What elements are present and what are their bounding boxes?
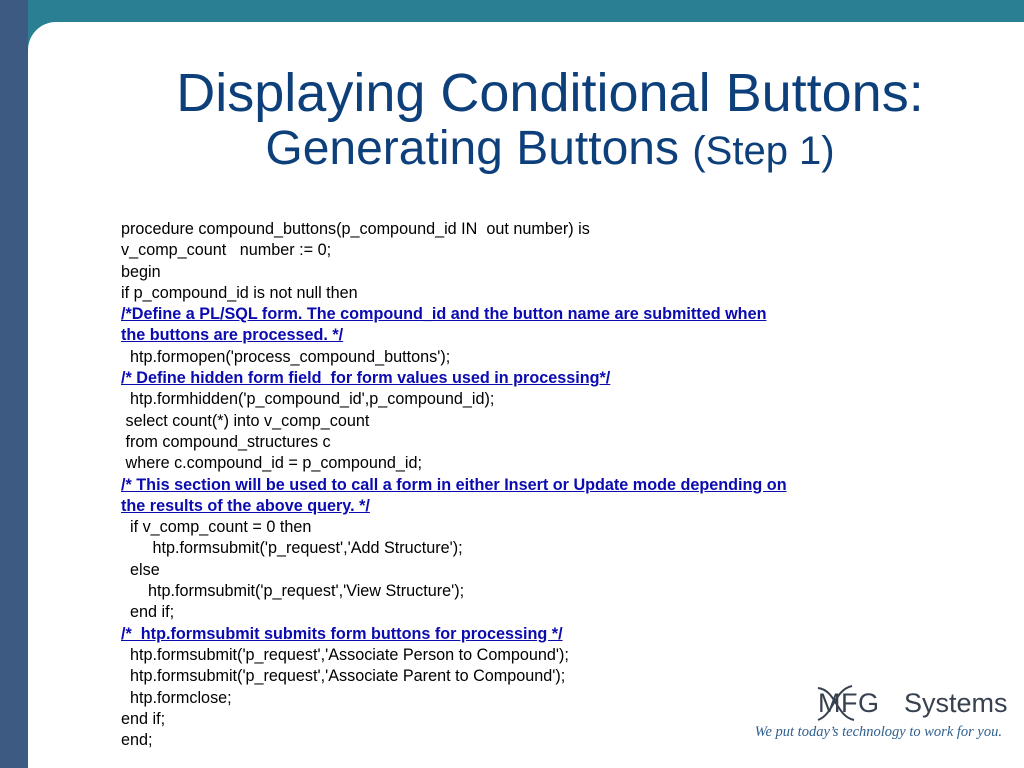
code-comment-line: the buttons are processed. */ xyxy=(121,326,344,345)
code-line: end if; xyxy=(121,603,175,622)
slide-title xyxy=(100,64,1000,176)
code-line: where c.compound_id = p_compound_id; xyxy=(121,454,423,473)
code-comment-line: the results of the above query. */ xyxy=(121,496,370,515)
logo-systems-text: Systems xyxy=(904,688,1008,718)
code-line: end; xyxy=(121,731,153,750)
title-line-1: Displaying Conditional Buttons: xyxy=(176,63,924,123)
code-line: from compound_structures c xyxy=(121,432,331,451)
code-line: htp.formsubmit('p_request','Add Structure'); xyxy=(121,539,463,558)
code-line: begin xyxy=(121,262,161,281)
code-line: v_comp_count number := 0; xyxy=(121,241,332,260)
code-line: procedure compound_buttons(p_compound_id IN out number) is xyxy=(121,220,590,238)
code-line: else xyxy=(121,560,160,579)
logo-mfg-text: MFG xyxy=(818,688,880,718)
code-comment-line: /*Define a PL/SQL form. The compound_id and the button name are submitted when xyxy=(121,305,767,324)
code-line: htp.formsubmit('p_request','Associate Parent to Compound'); xyxy=(121,667,566,686)
title-line-2 xyxy=(100,123,1000,176)
code-line: htp.formhidden('p_compound_id',p_compound_id); xyxy=(121,390,495,409)
logo-tagline: We put today’s technology to work for you. xyxy=(754,724,1002,740)
code-line: htp.formclose; xyxy=(121,688,232,707)
code-line: end if; xyxy=(121,709,166,728)
company-logo xyxy=(700,672,1010,752)
title-line-2-main: Generating Buttons xyxy=(265,122,679,176)
code-line: select count(*) into v_comp_count xyxy=(121,411,370,430)
code-line: if p_compound_id is not null then xyxy=(121,283,358,302)
left-accent-band xyxy=(0,0,28,768)
code-line: htp.formsubmit('p_request','Associate Person to Compound'); xyxy=(121,645,569,664)
code-comment-line: /* htp.formsubmit submits form buttons for processing */ xyxy=(121,624,563,643)
code-comment-line: /* This section will be used to call a form in either Insert or Update mode depending on xyxy=(121,475,787,494)
code-line: if v_comp_count = 0 then xyxy=(121,518,312,537)
code-comment-line: /* Define hidden form field for form values used in processing*/ xyxy=(121,369,611,388)
title-step: (Step 1) xyxy=(692,129,835,174)
code-line: htp.formsubmit('p_request','View Structure'); xyxy=(121,582,465,601)
code-line: htp.formopen('process_compound_buttons'); xyxy=(121,347,451,366)
